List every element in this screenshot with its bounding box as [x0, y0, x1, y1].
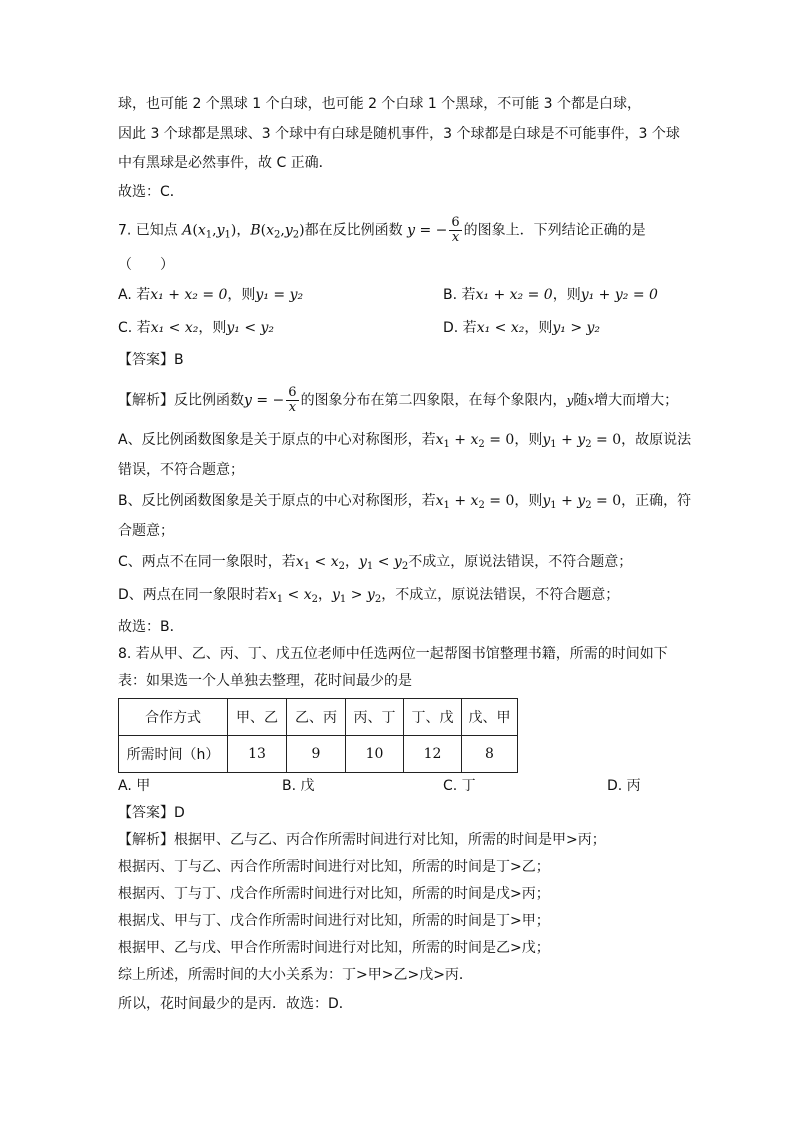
analysis-line: 根据甲、乙与戊、甲合作所需时间进行对比知，所需的时间是乙>戊；: [118, 940, 550, 956]
time-table: [118, 698, 518, 773]
option-b: B. 戊: [282, 778, 315, 794]
analysis-line: 根据丙、丁与丁、戊合作所需时间进行对比知，所需的时间是戊>丙；: [118, 886, 550, 902]
analysis-line: B、反比例函数图象是关于原点的中心对称图形，若$x_1 + x_2 = 0$，则$y_1 + y_2 = 0$，正确，符: [118, 493, 692, 511]
table-cell: 10: [346, 736, 404, 773]
option-c: C. 丁: [443, 778, 476, 794]
analysis-line: C、两点不在同一象限时，若$x_1 < x_2$，$y_1 < y_2$不成立，原说法错误，不符合题意；: [118, 554, 633, 572]
analysis-line: 合题意；: [118, 523, 174, 539]
table-cell: 戊、甲: [462, 699, 518, 736]
analysis-line: 【解析】根据甲、乙与乙、丙合作所需时间进行对比知，所需的时间是甲>丙；: [118, 832, 606, 848]
text-line: 中有黑球是必然事件，故 C 正确．: [118, 155, 333, 171]
option-c: C. 若x₁ < x₂，则y₁ < y₂: [118, 320, 275, 336]
question-7-stem: 7. 已知点 $A(x_1,y_1)$，$B(x_2,y_2)$都在反比例函数 y = − $\frac{6}{x}$ 的图象上．下列结论正确的是: [118, 215, 646, 245]
fraction: $\frac{6}{x}$: [451, 215, 460, 245]
analysis-line: 【解析】反比例函数y = − $\frac{6}{x}$ 的图象分布在第二四象限，在每个象限内，y随x增大而增大；: [118, 385, 679, 415]
table-cell: 9: [287, 736, 346, 773]
table-cell: 12: [404, 736, 462, 773]
option-d: D. 若x₁ < x₂，则y₁ > y₂: [443, 320, 601, 336]
table-cell: 丙、丁: [346, 699, 404, 736]
text-line: 因此 3 个球都是黑球、3 个球中有白球是随机事件，3 个球都是白球是不可能事件，3 个球: [118, 126, 680, 142]
question-7-paren: （ ）: [118, 257, 174, 273]
text-line: 故选：C．: [118, 184, 184, 200]
analysis-line: 根据丙、丁与乙、丙合作所需时间进行对比知，所需的时间是丁>乙；: [118, 859, 550, 875]
option-b: B. 若x₁ + x₂ = 0，则y₁ + y₂ = 0: [443, 287, 658, 303]
table-cell: 乙、丙: [287, 699, 346, 736]
analysis-line: 所以，花时间最少的是丙．故选：D．: [118, 996, 353, 1012]
analysis-line: A、反比例函数图象是关于原点的中心对称图形，若$x_1 + x_2 = 0$，则$y_1 + y_2 = 0$，故原说法: [118, 432, 692, 450]
table-cell: 8: [462, 736, 518, 773]
table-row: [119, 736, 518, 773]
question-8-stem: 表：如果选一个人单独去整理，花时间最少的是: [118, 673, 412, 689]
table-cell: 丁、戊: [404, 699, 462, 736]
question-8-stem: 8. 若从甲、乙、丙、丁、戊五位老师中任选两位一起帮图书馆整理书籍，所需的时间如下: [118, 646, 668, 662]
table-cell: 13: [228, 736, 287, 773]
table-cell: 所需时间（h）: [119, 736, 228, 773]
answer-label: 【答案】B: [118, 352, 184, 368]
analysis-line: 根据戊、甲与丁、戊合作所需时间进行对比知，所需的时间是丁>甲；: [118, 913, 550, 929]
table-row: [119, 699, 518, 736]
answer-label: 【答案】D: [118, 805, 185, 821]
analysis-line: 综上所述，所需时间的大小关系为：丁>甲>乙>戊>丙．: [118, 967, 473, 983]
text-line: 球，也可能 2 个黑球 1 个白球，也可能 2 个白球 1 个黑球，不可能 3 个都是白球，: [118, 96, 642, 112]
option-a: A. 若x₁ + x₂ = 0，则y₁ = y₂: [118, 287, 304, 303]
analysis-line: D、两点在同一象限时若$x_1 < x_2$，$y_1 > y_2$，不成立，原说法错误，不符合题意；: [118, 587, 620, 605]
analysis-line: 故选：B．: [118, 619, 184, 635]
option-d: D. 丙: [607, 778, 641, 794]
analysis-line: 错误，不符合题意；: [118, 462, 244, 478]
option-a: A. 甲: [118, 778, 151, 794]
table-cell: 合作方式: [119, 699, 228, 736]
table-cell: 甲、乙: [228, 699, 287, 736]
